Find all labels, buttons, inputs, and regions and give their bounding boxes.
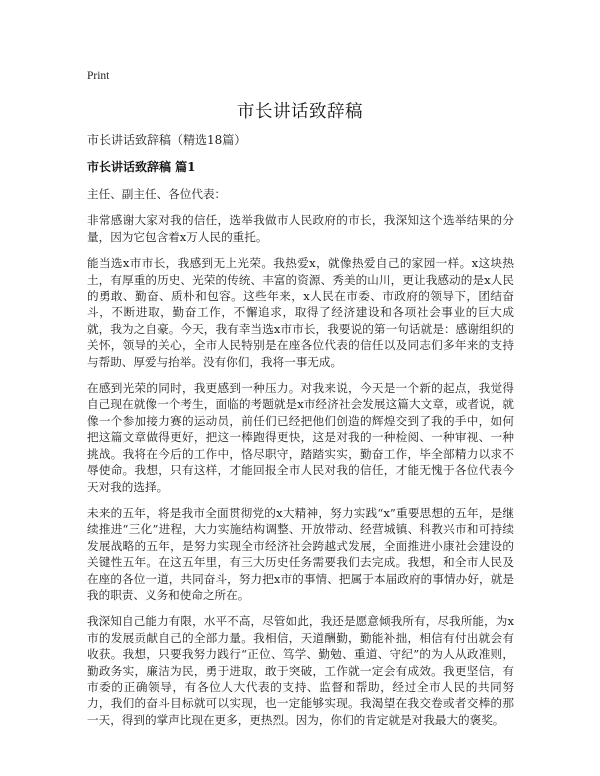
document-title: 市长讲话致辞稿 (237, 102, 363, 122)
section-heading: 市长讲话致辞稿 篇1 (87, 160, 196, 174)
body-paragraph: 在感到光荣的同时，我更感到一种压力。对我来说，今天是一个新的起点，我觉得自己现在就像一个考生，面临的考题就是x市经济社会发展这篇大文章，或者说，就像一个参加接力赛的运动员，前任们已经把他们创造的辉煌交到了我的手中，如何把这篇文章做得更好，把这一棒跑得更快，这是对我的一种检阅、一种审视、一种挑战。我将在今后的工作中，恪尽职守，踏踏实实，勤奋工作，毕全部精力以求不辱使命。我想，只有这样，才能回报全市人民对我的信任，才能无愧于各位代表今天对我的选择。 (87, 381, 514, 494)
body-paragraph: 能当选x市市长，我感到无上光荣。我热爱x，就像热爱自己的家园一样。x这块热土，有厚重的历史、光荣的传统、丰富的资源、秀美的山川，更让我感动的是x人民的勇敢、勤奋、质朴和包容。这些年来，x人民在市委、市政府的领导下，团结奋斗，不断进取，勤奋工作，不懈追求，取得了经济建设和各项社会事业的巨大成就，我为之自豪。今天，我有幸当选x市市长，我要说的第一句话就是：感谢组织的关怀，领导的关心，全市人民特别是在座各位代表的信任以及同志们多年来的支持与帮助、厚爱与抬举。没有你们，我将一事无成。 (87, 256, 514, 369)
document-body (87, 186, 514, 738)
salutation-paragraph: 主任、副主任、各位代表： (87, 187, 227, 201)
body-paragraph: 非常感谢大家对我的信任，选举我做市人民政府的市长，我深知这个选举结果的分量，因为它包含着x万人民的重托。 (87, 213, 514, 244)
print-link[interactable]: Print (87, 70, 110, 82)
body-paragraph: 未来的五年，将是我市全面贯彻党的x大精神，努力实践“x”重要思想的五年，是继续推进“三化”进程，大力实施结构调整、开放带动、经营城镇、科教兴市和可持续发展战略的五年，是努力实现全市经济社会跨越式发展，全面推进小康社会建设的关键性五年。在这五年里，有三大历史任务需要我们去完成。我想，和全市人民及在座的各位一道，共同奋斗，努力把x市的事情、把属于本届政府的事情办好，就是我的职责、义务和使命之所在。 (87, 505, 514, 602)
body-paragraph: 我深知自己能力有限，水平不高，尽管如此，我还是愿意倾我所有，尽我所能，为x市的发展贡献自己的全部力量。我相信，天道酬勤，勤能补拙，相信有付出就会有收获。我想，只要我努力践行“正位、笃学、勤勉、重道、守纪”的为人从政准则，勤政务实，廉洁为民，勇于进取，敢于突破，工作就一定会有成效。我更坚信，有市委的正确领导，有各位人大代表的支持、监督和帮助，经过全市人民的共同努力，我们的奋斗目标就可以实现，也一定能够实现。我渴望在我交卷或者交棒的那一天，得到的掌声比现在更多，更热烈。因为，你们的肯定就是对我最大的褒奖。 (87, 614, 514, 727)
document-subtitle: 市长讲话致辞稿（精选18篇） (87, 133, 247, 147)
